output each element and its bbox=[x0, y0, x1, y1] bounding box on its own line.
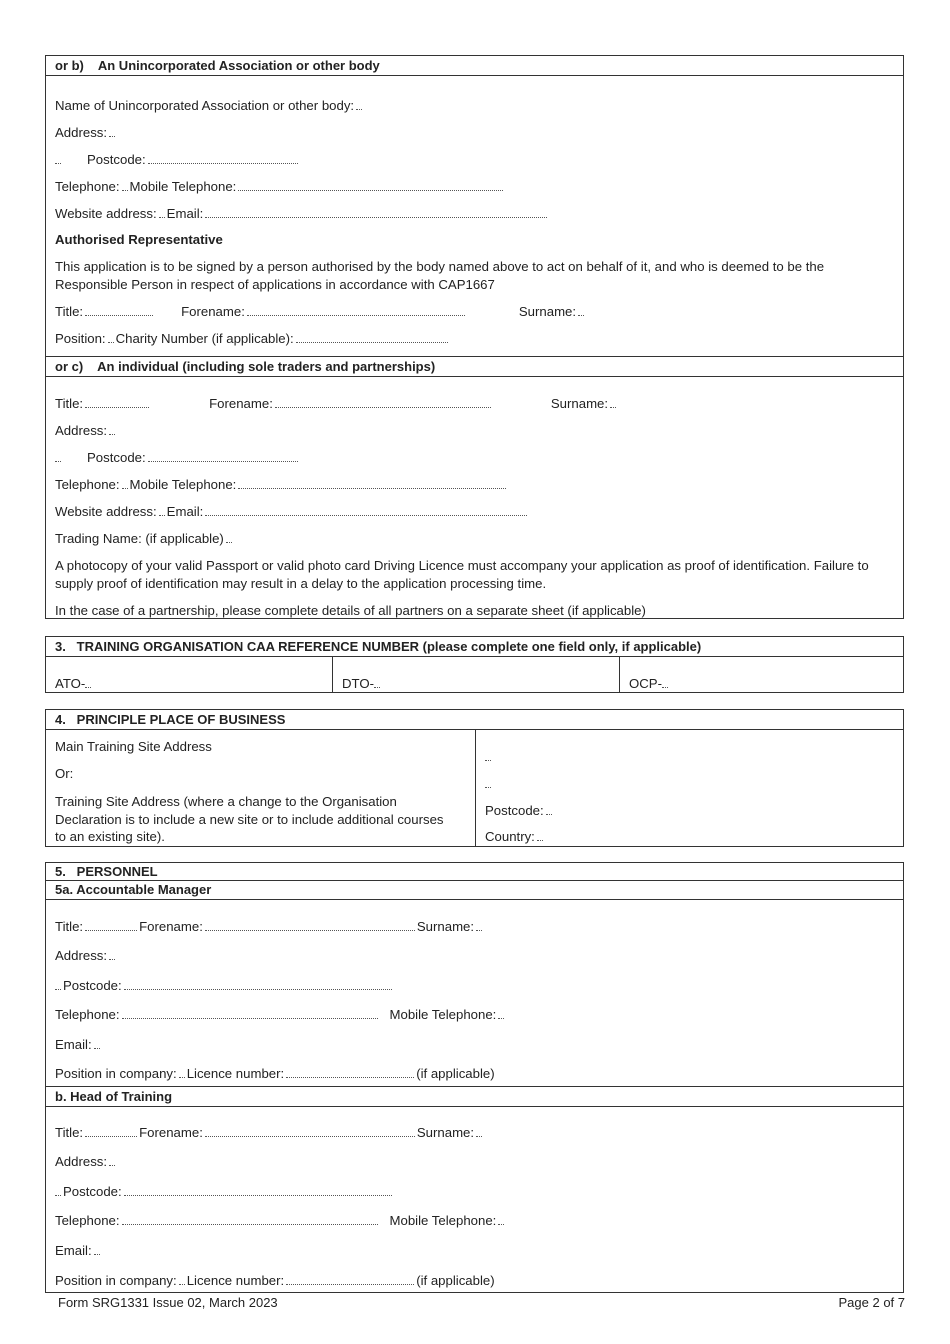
section-4-box bbox=[45, 709, 904, 847]
individual-address-postcode-row[interactable]: Postcode: bbox=[55, 449, 892, 467]
ato-field[interactable]: ATO- bbox=[55, 675, 321, 693]
ht-position-row[interactable]: Position in company: Licence number: (if applicable) bbox=[55, 1273, 495, 1288]
section-c-header: or c) An individual (including sole traders and partnerships) bbox=[46, 356, 903, 377]
assoc-address-field[interactable]: Address: bbox=[55, 124, 892, 142]
section-b-header: or b) An Unincorporated Association or other body bbox=[46, 56, 903, 76]
am-position-row[interactable]: Position in company: Licence number: (if applicable) bbox=[55, 1066, 495, 1081]
ocp-field[interactable]: OCP- bbox=[629, 675, 892, 693]
individual-telephone-row[interactable]: Telephone: Mobile Telephone: bbox=[55, 476, 892, 494]
assoc-website-row[interactable]: Website address: Email: bbox=[55, 205, 892, 223]
id-notice: A photocopy of your valid Passport or valid photo card Driving Licence must accompany your application as proof of identification. Failure to supply proof of identification may result in a delay to the application processing time. bbox=[55, 558, 869, 591]
dto-field[interactable]: DTO- bbox=[342, 675, 608, 693]
page-number-footer: Page 2 of 7 bbox=[838, 1295, 905, 1310]
site-address-line-2[interactable] bbox=[485, 776, 892, 788]
individual-name-row[interactable]: Title: Forename: Surname: bbox=[55, 395, 892, 413]
individual-website-row[interactable]: Website address: Email: bbox=[55, 503, 892, 521]
ht-address-field[interactable]: Address: bbox=[55, 1153, 892, 1171]
form-id-footer: Form SRG1331 Issue 02, March 2023 bbox=[58, 1295, 278, 1310]
am-email-field[interactable]: Email: bbox=[55, 1036, 892, 1054]
change-site-label: Training Site Address (where a change to the Organisation Declaration is to include a new site or to include additional courses to an existing site). bbox=[55, 794, 444, 844]
section-4-header: 4. PRINCIPLE PLACE OF BUSINESS bbox=[46, 710, 903, 730]
ht-telephone-row[interactable]: Telephone: Mobile Telephone: bbox=[55, 1212, 892, 1230]
or-label: Or: bbox=[55, 766, 74, 781]
site-country-field[interactable]: Country: bbox=[485, 828, 892, 846]
am-name-row[interactable]: Title: Forename: Surname: bbox=[55, 918, 892, 936]
section-5-header: 5. PERSONNEL bbox=[46, 863, 903, 881]
assoc-address-postcode-row[interactable]: Postcode: bbox=[55, 151, 892, 169]
ht-email-field[interactable]: Email: bbox=[55, 1242, 892, 1260]
main-site-label: Main Training Site Address bbox=[55, 739, 212, 754]
site-address-line-1[interactable] bbox=[485, 749, 892, 761]
auth-rep-name-row[interactable]: Title: Forename: Surname: bbox=[55, 303, 892, 321]
ocp-cell bbox=[620, 657, 903, 692]
site-address-cell bbox=[476, 730, 903, 846]
section-3-box bbox=[45, 636, 904, 693]
section-3-header: 3. TRAINING ORGANISATION CAA REFERENCE NUMBER (please complete one field only, if applicable) bbox=[46, 637, 903, 657]
am-telephone-row[interactable]: Telephone: Mobile Telephone: bbox=[55, 1006, 892, 1024]
section-b-c-box bbox=[45, 55, 904, 619]
am-address-field[interactable]: Address: bbox=[55, 947, 892, 965]
ht-address-postcode-row[interactable]: Postcode: bbox=[55, 1183, 892, 1201]
section-5-box bbox=[45, 862, 904, 1293]
dto-cell bbox=[333, 657, 620, 692]
auth-rep-position-row[interactable]: Position: Charity Number (if applicable): bbox=[55, 330, 892, 348]
am-address-postcode-row[interactable]: Postcode: bbox=[55, 977, 892, 995]
assoc-name-field[interactable]: Name of Unincorporated Association or other body: bbox=[55, 97, 892, 115]
individual-address-field[interactable]: Address: bbox=[55, 422, 892, 440]
site-postcode-field[interactable]: Postcode: bbox=[485, 802, 892, 820]
auth-rep-text: This application is to be signed by a person authorised by the body named above to act on behalf of it, and who is deemed to be the Responsible Person in respect of applications in accordance with CAP1667 bbox=[55, 259, 825, 292]
ht-name-row[interactable]: Title: Forename: Surname: bbox=[55, 1124, 892, 1142]
auth-rep-heading: Authorised Representative bbox=[55, 232, 223, 247]
assoc-telephone-row[interactable]: Telephone: Mobile Telephone: bbox=[55, 178, 892, 196]
ato-cell bbox=[46, 657, 333, 692]
head-of-training-header: b. Head of Training bbox=[46, 1086, 903, 1107]
site-description-cell bbox=[46, 730, 476, 846]
partnership-notice: In the case of a partnership, please complete details of all partners on a separate sheet (if applicable) bbox=[55, 603, 646, 618]
accountable-manager-header: 5a. Accountable Manager bbox=[46, 881, 903, 900]
individual-trading-row[interactable]: Trading Name: (if applicable) bbox=[55, 530, 613, 548]
